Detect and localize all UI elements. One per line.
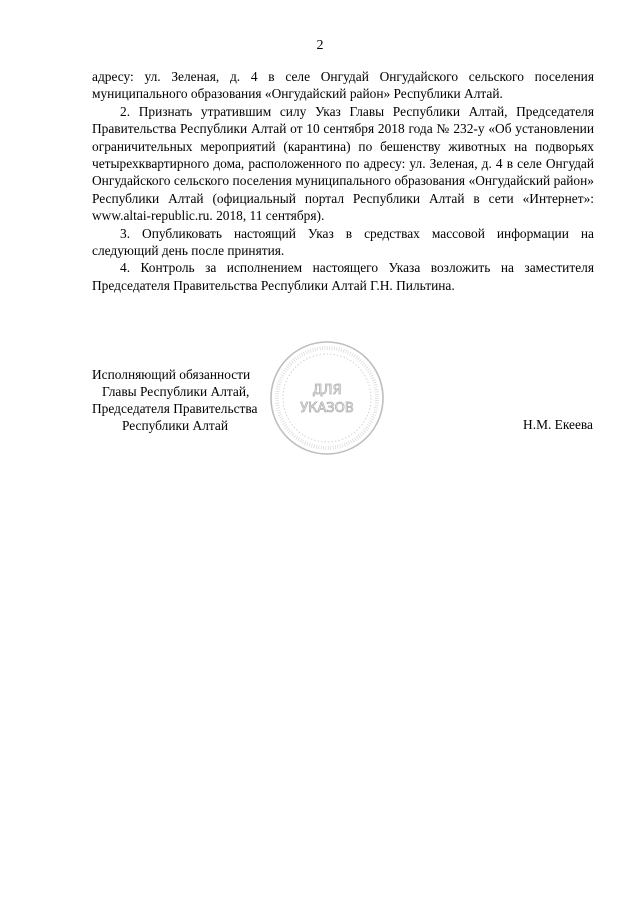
decree-body bbox=[92, 68, 594, 294]
signer-title-line-1: Исполняющий обязанности bbox=[92, 367, 251, 382]
signer-title-line-2: Главы Республики Алтай, bbox=[102, 384, 250, 399]
paragraph-4: 4. Контроль за исполнением настоящего Указа возложить на заместителя Председателя Правительства Республики Алтай Г.Н. Пильтина. bbox=[92, 260, 594, 293]
signer-title-line-3: Председателя Правительства bbox=[92, 401, 258, 416]
signer-title-line-4: Республики Алтай bbox=[122, 418, 229, 433]
stamp-line-2: УКАЗОВ bbox=[300, 401, 354, 416]
official-stamp bbox=[267, 338, 387, 458]
paragraph-3: 3. Опубликовать настоящий Указ в средствах массовой информации на следующий день после принятия. bbox=[92, 225, 594, 259]
stamp-line-1: ДЛЯ bbox=[312, 383, 342, 398]
paragraph-2: 2. Признать утратившим силу Указ Главы Республики Алтай, Председателя Правительства Республики Алтай от 10 сентября 2018 года № 232-у «Об установлении ограничительных мероприятий (карантина) по бешенству животных на подворьях четырехквартирного дома, расположенного по адресу: ул. Зеленая, д. 4 в селе Онгудай Онгудайского сельского поселения муниципального образования «Онгудайский район» Республики Алтай (официальный портал Республики Алтай в сети «Интернет»: www.altai-republic.ru. 2018, 11 сентября). bbox=[92, 103, 594, 224]
signer-name: Н.М. Екеева bbox=[523, 417, 593, 432]
paragraph-continuation: адресу: ул. Зеленая, д. 4 в селе Онгудай Онгудайского сельского поселения муниципального образования «Онгудайский район» Республики Алтай. bbox=[92, 69, 594, 102]
page-number: 2 bbox=[316, 38, 324, 53]
